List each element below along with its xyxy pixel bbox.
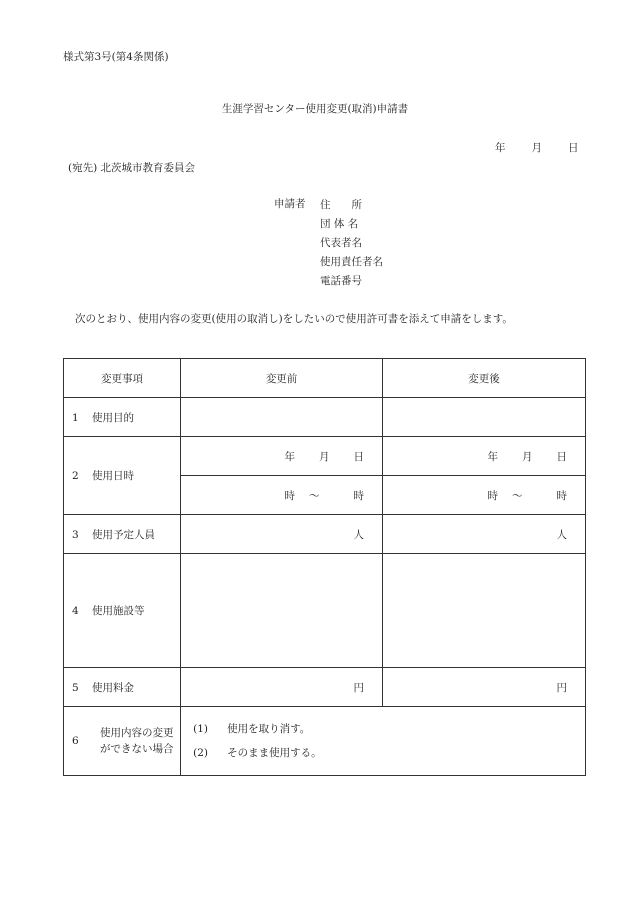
attendees-before-cell[interactable]: 人	[181, 515, 383, 554]
responsible-person-field-label: 使用責任者名	[320, 256, 383, 268]
table-row	[64, 554, 586, 668]
applicant-label: 申請者	[274, 198, 306, 210]
fallback-options-cell	[181, 707, 586, 776]
fee-before-cell[interactable]: 円	[181, 668, 383, 707]
addressee: (宛先) 北茨城市教育委員会	[68, 162, 196, 174]
option-use-as-is[interactable]: (2) そのまま使用する。	[193, 747, 322, 759]
submission-date	[495, 140, 579, 155]
purpose-after-cell[interactable]	[383, 398, 586, 437]
header-before: 変更前	[181, 359, 383, 398]
row-label: 6 使用内容の変更 ができない場合	[64, 707, 181, 776]
date-after-cell[interactable]: 年 月 日	[383, 437, 586, 476]
time-before-cell[interactable]: 時 〜 時	[181, 476, 383, 515]
row-label: 5 使用料金	[64, 668, 181, 707]
group-name-field-label: 団 体 名	[320, 218, 359, 230]
purpose-before-cell[interactable]	[181, 398, 383, 437]
facility-after-cell[interactable]	[383, 554, 586, 668]
row-label: 2 使用日時	[64, 437, 181, 515]
date-before-cell[interactable]: 年 月 日	[181, 437, 383, 476]
header-after: 変更後	[383, 359, 586, 398]
table-row	[64, 707, 586, 776]
address-field-label: 住 所	[320, 199, 362, 211]
year-label: 年	[495, 142, 506, 154]
table-header-row	[64, 359, 586, 398]
header-change-item: 変更事項	[64, 359, 181, 398]
page-title: 生涯学習センター使用変更(取消)申請書	[221, 103, 409, 115]
representative-field-label: 代表者名	[320, 237, 362, 249]
table-row	[64, 398, 586, 437]
intro-text: 次のとおり、使用内容の変更(使用の取消し)をしたいので使用許可書を添えて申請をします。	[75, 313, 513, 325]
table-row	[64, 668, 586, 707]
day-label: 日	[568, 142, 579, 154]
row-label: 3 使用予定人員	[64, 515, 181, 554]
attendees-after-cell[interactable]: 人	[383, 515, 586, 554]
phone-field-label: 電話番号	[320, 275, 362, 287]
option-cancel[interactable]: (1) 使用を取り消す。	[193, 723, 311, 735]
fee-after-cell[interactable]: 円	[383, 668, 586, 707]
change-request-table	[63, 358, 586, 776]
row-label: 4 使用施設等	[64, 554, 181, 668]
row-label: 1 使用目的	[64, 398, 181, 437]
table-row	[64, 515, 586, 554]
form-number: 様式第3号(第4条関係)	[63, 51, 169, 63]
table-row	[64, 437, 586, 476]
applicant-fields	[320, 196, 383, 291]
month-label: 月	[531, 142, 542, 154]
facility-before-cell[interactable]	[181, 554, 383, 668]
time-after-cell[interactable]: 時 〜 時	[383, 476, 586, 515]
